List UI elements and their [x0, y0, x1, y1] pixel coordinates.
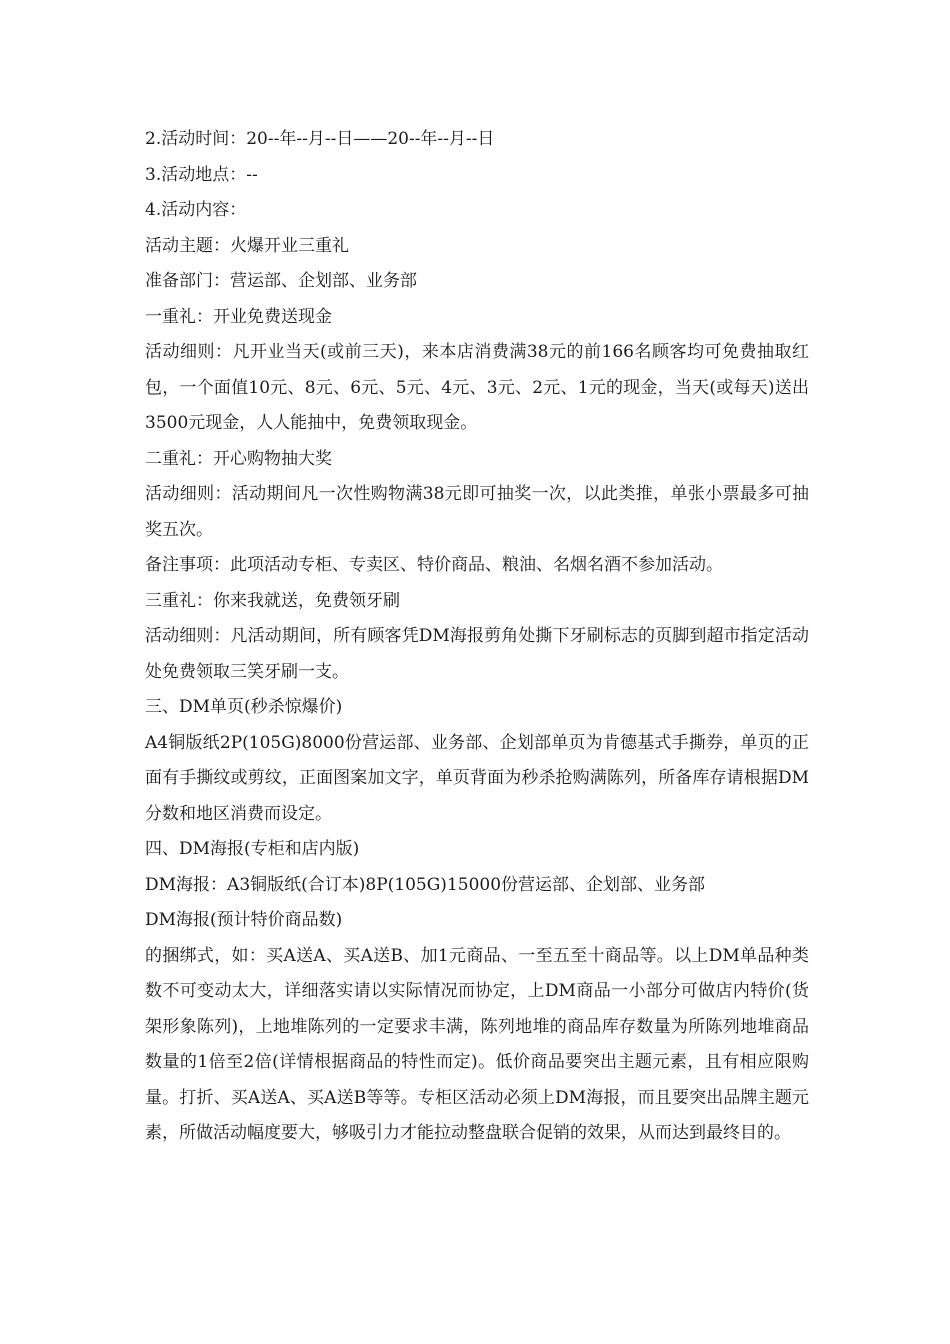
dm-poster-spec-line: DM海报：A3铜版纸(合订本)8P(105G)15000份营运部、企划部、业务部: [145, 874, 706, 895]
gift-one-heading: 一重礼：开业免费送现金: [145, 306, 332, 327]
notes-line: 备注事项：此项活动专柜、专卖区、特价商品、粮油、名烟名酒不参加活动。: [145, 555, 723, 575]
dm-poster-details-paragraph: 的捆绑式，如：买A送A、买A送B、加1元商品、一至五至十商品等。以上DM单品种类数不可变动太大，详细落实请以实际情况而协定，上DM商品一小部分可做店内特价(货架形象陈列)，上地堆陈列的一定要求丰满，陈列地堆的商品库存数量为所陈列地堆商品数量的1倍至2倍(详情根据商品的特性而定)。低价商品要突出主题元素，且有相应限购量。打折、买A送A、买A送B等等。专柜区活动必须上DM海报，而且要突出品牌主题元素，所做活动幅度要大，够吸引力才能拉动整盘联合促销的效果，从而达到最终目的。: [145, 945, 809, 1143]
gift-two-heading: 二重礼：开心购物抽大奖: [145, 448, 332, 469]
gift-one-details: 活动细则：凡开业当天(或前三天)，来本店消费满38元的前166名顾客均可免费抽取红包，一个面值10元、8元、6元、5元、4元、3元、2元、1元的现金，当天(或每天)送出3500元现金，人人能抽中，免费领取现金。: [145, 342, 809, 433]
dm-single-page-paragraph: A4铜版纸2P(105G)8000份营运部、业务部、企划部单页为肯德基式手撕券，单页的正面有手撕纹或剪纹，正面图案加文字，单页背面为秒杀抢购满陈列，所备库存请根据DM分数和地区消费而设定。: [145, 732, 809, 824]
activity-content-heading: 4.活动内容：: [145, 200, 247, 220]
activity-location-line: 3.活动地点：--: [145, 164, 258, 185]
section-dm-poster-heading: 四、DM海报(专柜和店内版): [145, 839, 360, 859]
gift-two-details: 活动细则：活动期间凡一次性购物满38元即可抽奖一次，以此类推，单张小票最多可抽奖五次。: [145, 484, 809, 540]
section-dm-single-page-heading: 三、DM单页(秒杀惊爆价): [145, 697, 343, 717]
document-body: [145, 122, 809, 1152]
activity-time-line: 2.活动时间：20--年--月--日——20--年--月--日: [145, 129, 495, 149]
gift-three-details: 活动细则：凡活动期间，所有顾客凭DM海报剪角处撕下牙刷标志的页脚到超市指定活动处免费领取三笑牙刷一支。: [145, 626, 809, 682]
activity-theme-line: 活动主题：火爆开业三重礼: [145, 235, 349, 256]
departments-line: 准备部门：营运部、企划部、业务部: [145, 271, 417, 291]
gift-three-heading: 三重礼：你来我就送，免费领牙刷: [145, 590, 400, 611]
dm-poster-estimate-line: DM海报(预计特价商品数): [145, 910, 343, 930]
